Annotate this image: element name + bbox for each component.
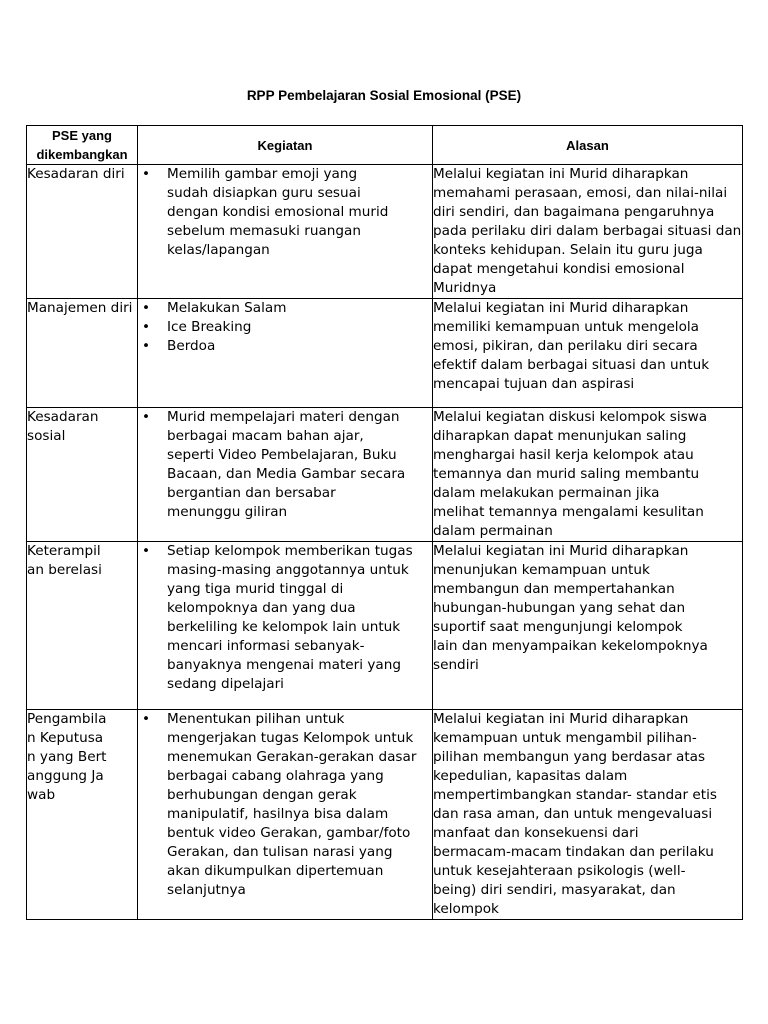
document-title: RPP Pembelajaran Sosial Emosional (PSE) — [246, 88, 522, 103]
pse-cell — [27, 299, 138, 408]
header-alasan: Alasan — [433, 126, 743, 165]
pse-label: Pengambilan Keputusan yang Bertanggung Jawab — [27, 711, 107, 803]
bullet-icon: • — [142, 338, 151, 354]
kegiatan-cell — [138, 710, 433, 920]
pse-label: Kesadaran sosial — [27, 409, 99, 444]
table-header-row — [27, 126, 743, 165]
kegiatan-cell — [138, 165, 433, 299]
bullet-icon: • — [142, 319, 151, 335]
alasan-text: Melalui kegiatan ini Murid diharapkan memahami perasaan, emosi, dan nilai-nilai diri sendiri, dan bagaimana pengaruhnya pada perilaku diri dalam berbagai situasi dan konteks kehidupan. Selain itu guru juga dapat mengetahui kondisi emosional Muridnya — [433, 166, 742, 296]
pse-table — [26, 125, 743, 920]
alasan-cell — [433, 542, 743, 710]
bullet-icon: • — [142, 409, 151, 425]
list-item: • Memilih gambar emoji yang sudah disiapkan guru sesuai dengan kondisi emosional murid sebelum memasuki ruangan kelas/lapangan — [142, 166, 389, 258]
header-pse: PSE yang dikembangkan — [27, 126, 138, 165]
alasan-cell — [433, 299, 743, 408]
pse-label: Keterampilan berelasi — [27, 543, 102, 578]
pse-cell — [27, 710, 138, 920]
list-item: • Murid mempelajari materi dengan berbagai macam bahan ajar, seperti Video Pembelajaran, Buku Bacaan, dan Media Gambar secara bergantian dan bersabar menunggu giliran — [142, 409, 406, 520]
table-row — [27, 710, 743, 920]
list-item: • Melakukan Salam — [142, 300, 287, 316]
alasan-cell — [433, 710, 743, 920]
table-row — [27, 299, 743, 408]
kegiatan-cell — [138, 408, 433, 542]
kegiatan-cell — [138, 542, 433, 710]
bullet-icon: • — [142, 711, 151, 727]
bullet-icon: • — [142, 166, 151, 182]
list-item: • Menentukan pilihan untuk mengerjakan tugas Kelompok untuk menemukan Gerakan-gerakan dasar berbagai cabang olahraga yang berhubungan dengan gerak manipulatif, hasilnya bisa dalam bentuk video Gerakan, gambar/foto Gerakan, dan tulisan narasi yang akan dikumpulkan dipertemuan selanjutnya — [142, 711, 417, 898]
alasan-cell — [433, 165, 743, 299]
alasan-text: Melalui kegiatan ini Murid diharapkan menunjukan kemampuan untuk membangun dan mempertahankan hubungan-hubungan yang sehat dan suportif saat mengunjungi kelompok lain dan menyampaikan kekelompoknya sendiri — [433, 543, 708, 673]
list-item: • Berdoa — [142, 338, 216, 354]
kegiatan-list — [138, 710, 432, 900]
pse-cell — [27, 165, 138, 299]
alasan-text: Melalui kegiatan ini Murid diharapkan memiliki kemampuan untuk mengelola emosi, pikiran, dan perilaku diri secara efektif dalam berbagai situasi dan untuk mencapai tujuan dan aspirasi — [433, 300, 710, 392]
kegiatan-list — [138, 299, 432, 356]
kegiatan-list — [138, 408, 432, 522]
table-row — [27, 408, 743, 542]
pse-cell — [27, 542, 138, 710]
pse-cell — [27, 408, 138, 542]
bullet-icon: • — [142, 300, 151, 316]
alasan-text: Melalui kegiatan diskusi kelompok siswa diharapkan dapat menunjukan saling menghargai hasil kerja kelompok atau temannya dan murid saling membantu dalam melakukan permainan jika melihat temannya mengalami kesulitan dalam permainan — [433, 409, 708, 539]
list-item: • Ice Breaking — [142, 319, 252, 335]
kegiatan-cell — [138, 299, 433, 408]
kegiatan-list — [138, 165, 432, 260]
alasan-text: Melalui kegiatan ini Murid diharapkan kemampuan untuk mengambil pilihan-pilihan membangun yang berdasar atas kepedulian, kapasitas dalam mempertimbangkan standar- standar etis dan rasa aman, dan untuk mengevaluasi manfaat dan konsekuensi dari bermacam-macam tindakan dan perilaku untuk kesejahteraan psikologis (well-being) diri sendiri, masyarakat, dan kelompok — [433, 711, 717, 917]
bullet-icon: • — [142, 543, 151, 559]
table-row — [27, 542, 743, 710]
list-item: • Setiap kelompok memberikan tugas masing-masing anggotannya untuk yang tiga murid tinggal di kelompoknya dan yang dua berkeliling ke kelompok lain untuk mencari informasi sebanyak-banyaknya mengenai materi yang sedang dipelajari — [142, 543, 413, 692]
alasan-cell — [433, 408, 743, 542]
header-kegiatan: Kegiatan — [138, 126, 433, 165]
pse-label: Kesadaran diri — [27, 166, 125, 182]
pse-label: Manajemen diri — [27, 300, 133, 316]
table-row — [27, 165, 743, 299]
kegiatan-list — [138, 542, 432, 694]
